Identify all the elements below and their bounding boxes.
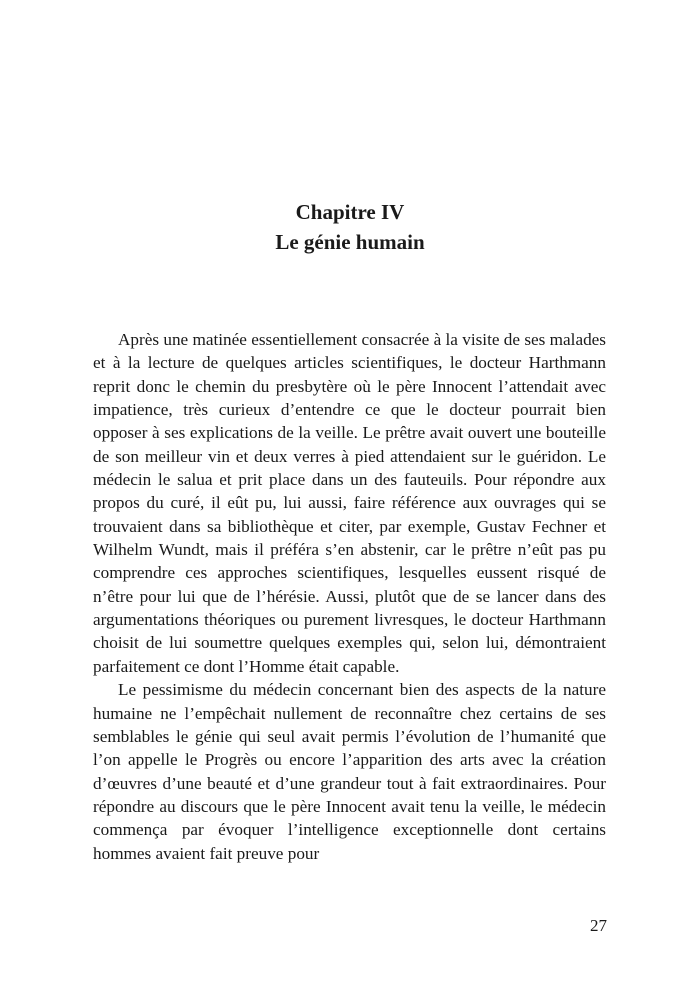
chapter-title: Le génie humain: [275, 230, 425, 254]
page-number: 27: [590, 916, 607, 935]
chapter-heading: [0, 197, 700, 257]
paragraph: Le pessimisme du médecin concernant bien des aspects de la nature humaine ne l’empêchait nullement de reconnaître chez certains de ses semblables le génie qui seul avait permis l’évolution de l’humanité que l’on appelle le Progrès ou encore l’apparition des arts avec la création d’œuvres d’une beauté et d’une grandeur tout à fait extraordinaires. Pour répondre au discours que le père Innocent avait tenu la veille, le médecin commença par évoquer l’intelligence exceptionnelle dont certains hommes avaient fait preuve pour: [93, 680, 606, 863]
chapter-number: Chapitre IV: [295, 200, 405, 224]
body-text: [93, 328, 606, 865]
paragraph: Après une matinée essentiellement consacrée à la visite de ses malades et à la lecture de quelques articles scientifiques, le docteur Harthmann reprit donc le chemin du presbytère où le père Innocent l’attendait avec impatience, très curieux d’entendre ce que le docteur pourrait bien opposer à ses explications de la veille. Le prêtre avait ouvert une bouteille de son meilleur vin et deux verres à pied attendaient sur le guéridon. Le médecin le salua et prit place dans un des fauteuils. Pour répondre aux propos du curé, il eût pu, lui aussi, faire référence aux ouvrages qui se trouvaient dans sa bibliothèque et citer, par exemple, Gustav Fechner et Wilhelm Wundt, mais il préféra s’en abstenir, car le prêtre n’eût pas pu comprendre ces approches scientifiques, lesquelles eussent risqué de n’être pour lui que de l’hérésie. Aussi, plutôt que de se lancer dans des argumentations théoriques ou purement livresques, le docteur Harthmann choisit de lui soumettre quelques exemples qui, selon lui, démontraient parfaitement ce dont l’Homme était capable.: [93, 330, 606, 676]
